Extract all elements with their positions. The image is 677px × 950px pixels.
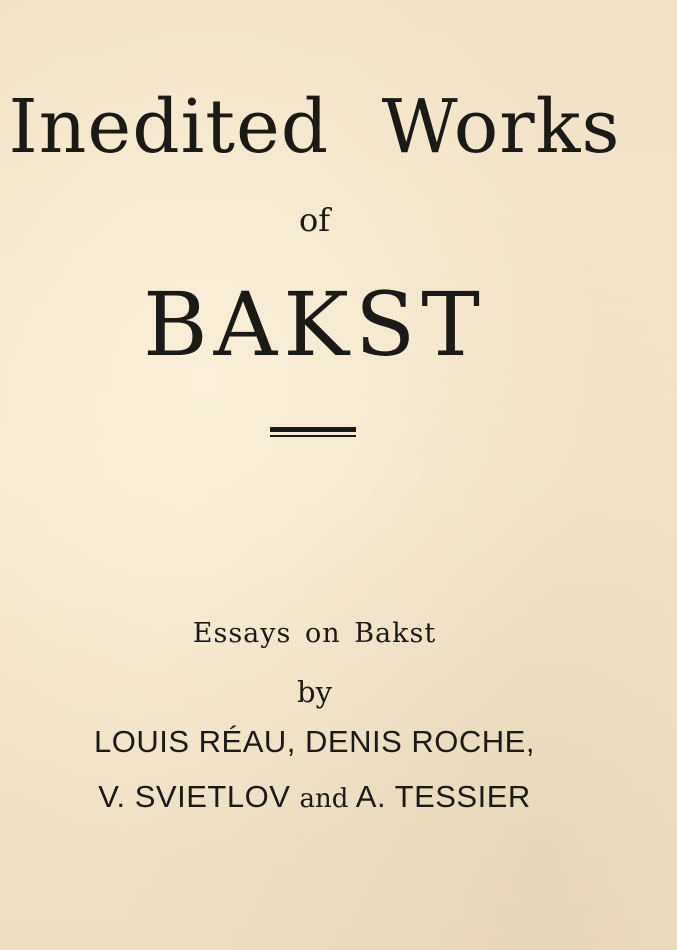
subtitle: Essays on Bakst — [192, 618, 437, 649]
book-title: Inedited Works — [8, 84, 621, 170]
title-connector: of — [298, 201, 331, 239]
decorative-rule-thin — [270, 435, 356, 437]
by-line: by — [297, 675, 332, 709]
author-tessier: A. TESSIER — [355, 779, 531, 814]
artist-name: BAKST — [143, 273, 486, 376]
authors-line-1: LOUIS RÉAU, DENIS ROCHE, — [94, 724, 535, 759]
authors-conjunction: and — [299, 784, 349, 814]
authors-line-2 — [0, 777, 653, 819]
decorative-rule-thick — [270, 427, 356, 432]
author-svietlov: V. SVIETLOV — [98, 779, 291, 814]
